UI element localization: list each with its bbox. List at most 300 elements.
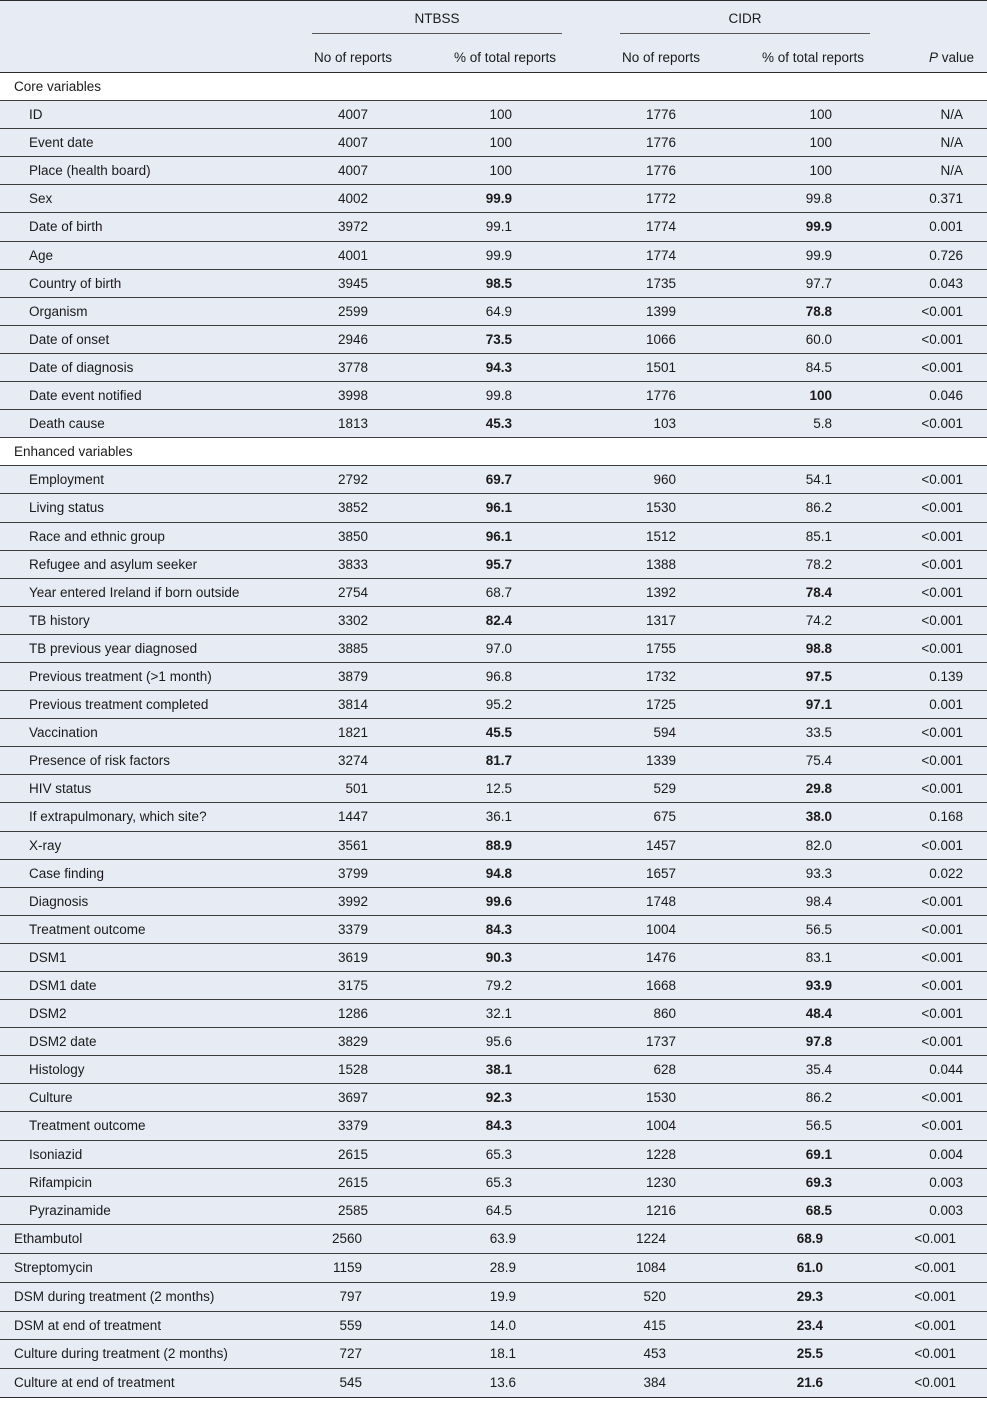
cidr-percent: 99.9 — [805, 219, 832, 235]
group-header-ntbss: NTBSS — [414, 11, 460, 26]
ntbss-percent: 81.7 — [485, 753, 512, 769]
table-row — [0, 270, 987, 298]
cidr-count: 1772 — [645, 191, 676, 207]
variable-name: Country of birth — [29, 275, 122, 291]
variable-name: Culture — [29, 1090, 73, 1106]
ntbss-count: 3799 — [337, 865, 368, 881]
cidr-count: 1668 — [645, 978, 676, 993]
section-header-row — [0, 438, 987, 466]
table-row — [0, 410, 987, 438]
ntbss-percent: 99.9 — [485, 191, 512, 207]
cidr-percent: 98.8 — [805, 640, 832, 656]
ntbss-percent: 88.9 — [485, 837, 512, 853]
p-value: 0.043 — [929, 275, 963, 291]
cidr-percent: 33.5 — [805, 725, 832, 741]
cidr-percent: 100 — [809, 107, 832, 123]
p-value: <0.001 — [914, 1346, 956, 1362]
ntbss-count: 3561 — [337, 837, 368, 853]
ntbss-count: 727 — [339, 1346, 362, 1362]
variable-name: Enhanced variables — [14, 444, 133, 460]
cidr-percent: 84.5 — [805, 359, 832, 375]
cidr-count: 1657 — [645, 865, 676, 881]
p-value: <0.001 — [921, 725, 963, 741]
p-value: 0.003 — [929, 1202, 963, 1218]
cidr-percent: 35.4 — [805, 1062, 832, 1078]
p-value: <0.001 — [921, 781, 963, 797]
cidr-count: 1776 — [645, 135, 676, 151]
cidr-count: 520 — [643, 1288, 666, 1304]
table-row — [0, 635, 987, 663]
p-value: <0.001 — [921, 753, 963, 769]
variable-name: Ethambutol — [14, 1230, 83, 1246]
table-row — [0, 1225, 987, 1254]
variable-name: Culture at end of treatment — [14, 1375, 175, 1391]
ntbss-count: 1821 — [337, 725, 368, 741]
cidr-count: 1004 — [645, 1118, 676, 1134]
cidr-percent: 78.4 — [805, 584, 832, 600]
p-value: <0.001 — [921, 359, 963, 375]
p-value: 0.046 — [929, 388, 963, 404]
variable-name: DSM1 — [29, 949, 67, 965]
ntbss-percent: 12.5 — [485, 781, 512, 797]
ntbss-percent: 97.0 — [485, 640, 512, 656]
p-value: <0.001 — [914, 1230, 956, 1246]
variable-name: X-ray — [29, 837, 62, 853]
variable-name: Date of onset — [29, 331, 110, 347]
cidr-percent: 98.4 — [805, 893, 832, 909]
ntbss-percent: 82.4 — [485, 612, 512, 628]
p-value: N/A — [940, 135, 963, 151]
p-value: <0.001 — [921, 331, 963, 347]
cidr-percent: 21.6 — [796, 1375, 823, 1391]
ntbss-percent: 18.1 — [489, 1346, 516, 1362]
variable-name: Previous treatment (>1 month) — [29, 668, 212, 684]
ntbss-count: 1528 — [337, 1062, 368, 1078]
ntbss-percent: 92.3 — [485, 1090, 512, 1106]
table-row — [0, 719, 987, 747]
cidr-count: 1216 — [645, 1202, 676, 1218]
ntbss-count: 545 — [339, 1375, 362, 1391]
ntbss-percent: 14.0 — [489, 1317, 516, 1333]
p-value: N/A — [940, 163, 963, 179]
cidr-percent: 82.0 — [805, 837, 832, 853]
table-row — [0, 213, 987, 241]
table-row — [0, 972, 987, 1000]
ntbss-percent: 95.2 — [485, 697, 512, 713]
cidr-count: 1530 — [645, 1090, 676, 1106]
p-value: <0.001 — [921, 1006, 963, 1022]
p-value: 0.001 — [929, 697, 963, 713]
cidr-count: 384 — [643, 1375, 666, 1391]
cidr-percent: 25.5 — [796, 1346, 823, 1362]
ntbss-count: 3302 — [337, 612, 368, 628]
variable-name: Pyrazinamide — [29, 1202, 111, 1218]
cidr-count: 1776 — [645, 388, 676, 404]
p-value: <0.001 — [921, 612, 963, 628]
cidr-percent: 86.2 — [805, 500, 832, 516]
ntbss-count: 2792 — [337, 472, 368, 488]
table-row — [0, 1084, 987, 1112]
table-row — [0, 185, 987, 213]
ntbss-percent: 99.8 — [485, 388, 512, 404]
ntbss-percent: 45.5 — [485, 725, 512, 741]
ntbss-count: 4007 — [337, 107, 368, 123]
variable-name: Treatment outcome — [29, 1118, 146, 1134]
table-row — [0, 523, 987, 551]
table-row — [0, 1283, 987, 1312]
table-row — [0, 298, 987, 326]
variable-name: TB previous year diagnosed — [29, 640, 198, 656]
ntbss-count: 3697 — [337, 1090, 368, 1106]
cidr-count: 1317 — [645, 612, 676, 628]
cidr-count: 960 — [653, 472, 676, 488]
ntbss-percent: 95.7 — [485, 556, 512, 572]
ntbss-count: 3850 — [337, 528, 368, 544]
table-row — [0, 803, 987, 831]
variable-name: DSM at end of treatment — [14, 1317, 162, 1333]
ntbss-percent: 65.3 — [485, 1174, 512, 1190]
p-value: 0.004 — [929, 1146, 963, 1162]
ntbss-count: 3175 — [337, 978, 368, 993]
cidr-percent: 54.1 — [805, 472, 832, 488]
variable-name: HIV status — [29, 781, 92, 797]
ntbss-count: 4001 — [337, 247, 368, 263]
ntbss-percent: 100 — [489, 163, 512, 179]
cidr-percent: 56.5 — [805, 921, 832, 937]
cidr-percent: 97.5 — [805, 668, 832, 684]
table-row — [0, 326, 987, 354]
ntbss-count: 2585 — [337, 1202, 368, 1218]
ntbss-count: 797 — [339, 1288, 362, 1304]
table-row — [0, 1141, 987, 1169]
ntbss-count: 3619 — [337, 949, 368, 965]
variable-name: Death cause — [29, 416, 105, 432]
variable-name: Race and ethnic group — [29, 528, 165, 544]
table-row — [0, 1056, 987, 1084]
ntbss-percent: 64.5 — [485, 1202, 512, 1218]
ntbss-count: 4002 — [337, 191, 368, 207]
ntbss-percent: 45.3 — [485, 416, 512, 432]
ntbss-percent: 32.1 — [485, 1006, 512, 1022]
cidr-percent: 99.8 — [805, 191, 832, 207]
cidr-percent: 78.8 — [805, 303, 832, 319]
table-row — [0, 1028, 987, 1056]
p-value: <0.001 — [921, 1034, 963, 1050]
cidr-count: 1084 — [635, 1259, 666, 1275]
p-value: 0.168 — [929, 809, 963, 825]
col-header-cidr-count: No of reports — [621, 50, 701, 65]
p-value: <0.001 — [921, 416, 963, 432]
table-row — [0, 101, 987, 129]
table-row — [0, 1254, 987, 1283]
cidr-count: 1399 — [645, 303, 676, 319]
ntbss-count: 559 — [339, 1317, 362, 1333]
ntbss-percent: 90.3 — [485, 949, 512, 965]
cidr-count: 675 — [653, 809, 676, 825]
variable-name: Place (health board) — [29, 163, 151, 179]
cidr-count: 1501 — [645, 359, 676, 375]
p-value: <0.001 — [921, 893, 963, 909]
ntbss-count: 2615 — [337, 1174, 368, 1190]
p-value: <0.001 — [921, 528, 963, 544]
cidr-percent: 86.2 — [805, 1090, 832, 1106]
variable-name: Employment — [29, 472, 105, 488]
p-value: <0.001 — [921, 472, 963, 488]
variable-name: Event date — [29, 135, 94, 151]
group-rule-ntbss — [312, 33, 562, 34]
ntbss-count: 3879 — [337, 668, 368, 684]
cidr-percent: 97.7 — [805, 275, 832, 291]
table-row — [0, 1197, 987, 1225]
ntbss-percent: 73.5 — [485, 331, 512, 347]
ntbss-percent: 96.1 — [485, 500, 512, 516]
variable-name: Streptomycin — [14, 1259, 93, 1275]
cidr-percent: 75.4 — [805, 753, 832, 769]
cidr-count: 1388 — [645, 556, 676, 572]
cidr-count: 1725 — [645, 697, 676, 713]
ntbss-count: 2615 — [337, 1146, 368, 1162]
variable-name: Sex — [29, 191, 53, 207]
cidr-count: 1755 — [645, 640, 676, 656]
cidr-count: 1737 — [645, 1034, 676, 1050]
variable-name: Age — [29, 247, 54, 263]
variable-name: Core variables — [14, 79, 102, 94]
cidr-percent: 60.0 — [805, 331, 832, 347]
ntbss-percent: 13.6 — [489, 1375, 516, 1391]
p-value: <0.001 — [921, 640, 963, 656]
variable-name: Previous treatment completed — [29, 697, 209, 713]
cidr-percent: 69.3 — [805, 1174, 832, 1190]
p-value: N/A — [940, 107, 963, 123]
variable-name: Vaccination — [29, 725, 98, 741]
table-row — [0, 691, 987, 719]
cidr-count: 1530 — [645, 500, 676, 516]
cidr-percent: 78.2 — [805, 556, 832, 572]
ntbss-count: 4007 — [337, 135, 368, 151]
cidr-percent: 68.9 — [796, 1230, 823, 1246]
ntbss-count: 2560 — [331, 1230, 362, 1246]
cidr-percent: 85.1 — [805, 528, 832, 544]
variable-name: DSM2 — [29, 1006, 67, 1022]
p-value: <0.001 — [921, 500, 963, 516]
table-row — [0, 888, 987, 916]
p-value: 0.726 — [929, 247, 963, 263]
ntbss-count: 2946 — [337, 331, 368, 347]
cidr-count: 1392 — [645, 584, 676, 600]
cidr-percent: 29.8 — [805, 781, 832, 797]
table-row — [0, 663, 987, 691]
variable-name: DSM during treatment (2 months) — [14, 1288, 215, 1304]
p-value: <0.001 — [921, 1118, 963, 1134]
ntbss-count: 501 — [345, 781, 368, 797]
cidr-percent: 69.1 — [805, 1146, 832, 1162]
variable-name: Year entered Ireland if born outside — [29, 584, 240, 600]
variable-name: Treatment outcome — [29, 921, 146, 937]
cidr-count: 1228 — [645, 1146, 676, 1162]
cidr-count: 1776 — [645, 163, 676, 179]
table-row — [0, 466, 987, 494]
cidr-count: 1512 — [645, 528, 676, 544]
ntbss-percent: 99.1 — [485, 219, 512, 235]
ntbss-count: 1447 — [337, 809, 368, 825]
p-value: <0.001 — [914, 1317, 956, 1333]
ntbss-count: 2754 — [337, 584, 368, 600]
p-value: <0.001 — [914, 1288, 956, 1304]
variable-name: DSM2 date — [29, 1034, 97, 1050]
variable-name: ID — [29, 107, 43, 123]
cidr-percent: 48.4 — [805, 1006, 832, 1022]
cidr-count: 860 — [653, 1006, 676, 1022]
table-header — [0, 0, 987, 73]
variable-name: TB history — [29, 612, 90, 628]
ntbss-count: 4007 — [337, 163, 368, 179]
table-row — [0, 1000, 987, 1028]
p-value: <0.001 — [921, 921, 963, 937]
ntbss-percent: 96.8 — [485, 668, 512, 684]
ntbss-percent: 99.6 — [485, 893, 512, 909]
cidr-percent: 83.1 — [805, 949, 832, 965]
variable-name: Organism — [29, 303, 88, 319]
cidr-percent: 93.3 — [805, 865, 832, 881]
p-value: <0.001 — [921, 949, 963, 965]
cidr-count: 1066 — [645, 331, 676, 347]
table-row — [0, 1369, 987, 1398]
ntbss-percent: 36.1 — [485, 809, 512, 825]
cidr-count: 415 — [643, 1317, 666, 1333]
col-header-ntbss-count: No of reports — [313, 50, 393, 65]
ntbss-count: 3814 — [337, 697, 368, 713]
variable-name: Diagnosis — [29, 893, 89, 909]
cidr-count: 628 — [653, 1062, 676, 1078]
table-row — [0, 1340, 987, 1369]
ntbss-percent: 84.3 — [485, 1118, 512, 1134]
ntbss-count: 3885 — [337, 640, 368, 656]
table-row — [0, 579, 987, 607]
cidr-count: 1735 — [645, 275, 676, 291]
p-value: 0.044 — [929, 1062, 963, 1078]
table-row — [0, 157, 987, 185]
cidr-percent: 99.9 — [805, 247, 832, 263]
ntbss-count: 3972 — [337, 219, 368, 235]
ntbss-count: 3778 — [337, 359, 368, 375]
cidr-percent: 100 — [809, 163, 832, 179]
cidr-percent: 93.9 — [805, 978, 832, 993]
ntbss-count: 3833 — [337, 556, 368, 572]
p-value: 0.371 — [929, 191, 963, 207]
ntbss-percent: 84.3 — [485, 921, 512, 937]
variable-name: Living status — [29, 500, 105, 516]
table-row — [0, 860, 987, 888]
ntbss-percent: 94.3 — [485, 359, 512, 375]
data-table-body — [0, 73, 987, 1398]
p-value: <0.001 — [914, 1375, 956, 1391]
variable-name: Culture during treatment (2 months) — [14, 1346, 228, 1362]
p-value: <0.001 — [921, 584, 963, 600]
variable-name: Isoniazid — [29, 1146, 83, 1162]
p-value: <0.001 — [921, 1090, 963, 1106]
ntbss-count: 2599 — [337, 303, 368, 319]
col-header-ntbss-pct: % of total reports — [453, 50, 557, 65]
cidr-percent: 74.2 — [805, 612, 832, 628]
ntbss-percent: 65.3 — [485, 1146, 512, 1162]
cidr-count: 1774 — [645, 247, 676, 263]
p-value: <0.001 — [914, 1259, 956, 1275]
p-value: 0.022 — [929, 865, 963, 881]
table-row — [0, 354, 987, 382]
col-header-cidr-pct: % of total reports — [761, 50, 865, 65]
variable-name: DSM1 date — [29, 978, 97, 993]
cidr-percent: 100 — [809, 135, 832, 151]
ntbss-percent: 79.2 — [485, 978, 512, 993]
cidr-percent: 29.3 — [796, 1288, 823, 1304]
p-value: <0.001 — [921, 556, 963, 572]
variable-name: Date of birth — [29, 219, 103, 235]
cidr-count: 1748 — [645, 893, 676, 909]
ntbss-percent: 38.1 — [485, 1062, 512, 1078]
p-value: 0.139 — [929, 668, 963, 684]
table-row — [0, 916, 987, 944]
cidr-count: 1230 — [645, 1174, 676, 1190]
ntbss-percent: 63.9 — [489, 1230, 516, 1246]
table-row — [0, 832, 987, 860]
table-row — [0, 944, 987, 972]
table-row — [0, 494, 987, 522]
p-value: 0.003 — [929, 1174, 963, 1190]
variable-name: Refugee and asylum seeker — [29, 556, 198, 572]
ntbss-percent: 19.9 — [489, 1288, 516, 1304]
ntbss-percent: 99.9 — [485, 247, 512, 263]
cidr-count: 1732 — [645, 668, 676, 684]
variable-name: Date of diagnosis — [29, 359, 134, 375]
variable-name: If extrapulmonary, which site? — [29, 809, 207, 825]
table-row — [0, 1312, 987, 1341]
cidr-percent: 68.5 — [805, 1202, 832, 1218]
cidr-count: 1457 — [645, 837, 676, 853]
ntbss-count: 3998 — [337, 388, 368, 404]
table-row — [0, 1112, 987, 1140]
p-value: 0.001 — [929, 219, 963, 235]
group-header-cidr: CIDR — [728, 11, 762, 26]
table-row — [0, 747, 987, 775]
cidr-count: 103 — [653, 416, 676, 432]
cidr-count: 1004 — [645, 921, 676, 937]
ntbss-count: 3852 — [337, 500, 368, 516]
cidr-count: 1776 — [645, 107, 676, 123]
table-row — [0, 1169, 987, 1197]
cidr-percent: 97.1 — [805, 697, 832, 713]
cidr-percent: 56.5 — [805, 1118, 832, 1134]
ntbss-count: 3992 — [337, 893, 368, 909]
cidr-count: 529 — [653, 781, 676, 797]
ntbss-percent: 100 — [489, 135, 512, 151]
cidr-count: 1224 — [635, 1230, 666, 1246]
variable-name: Histology — [29, 1062, 85, 1078]
group-rule-cidr — [620, 33, 870, 34]
ntbss-percent: 69.7 — [485, 472, 512, 488]
section-header-row — [0, 73, 987, 101]
ntbss-count: 1159 — [332, 1259, 362, 1275]
variable-name: Rifampicin — [29, 1174, 93, 1190]
ntbss-count: 3379 — [337, 921, 368, 937]
ntbss-percent: 68.7 — [485, 584, 512, 600]
cidr-percent: 5.8 — [813, 416, 832, 432]
table-row — [0, 129, 987, 157]
cidr-percent: 61.0 — [796, 1259, 823, 1275]
ntbss-percent: 98.5 — [485, 275, 512, 291]
variable-name: Case finding — [29, 865, 105, 881]
cidr-percent: 97.8 — [805, 1034, 832, 1050]
cidr-count: 1476 — [645, 949, 676, 965]
